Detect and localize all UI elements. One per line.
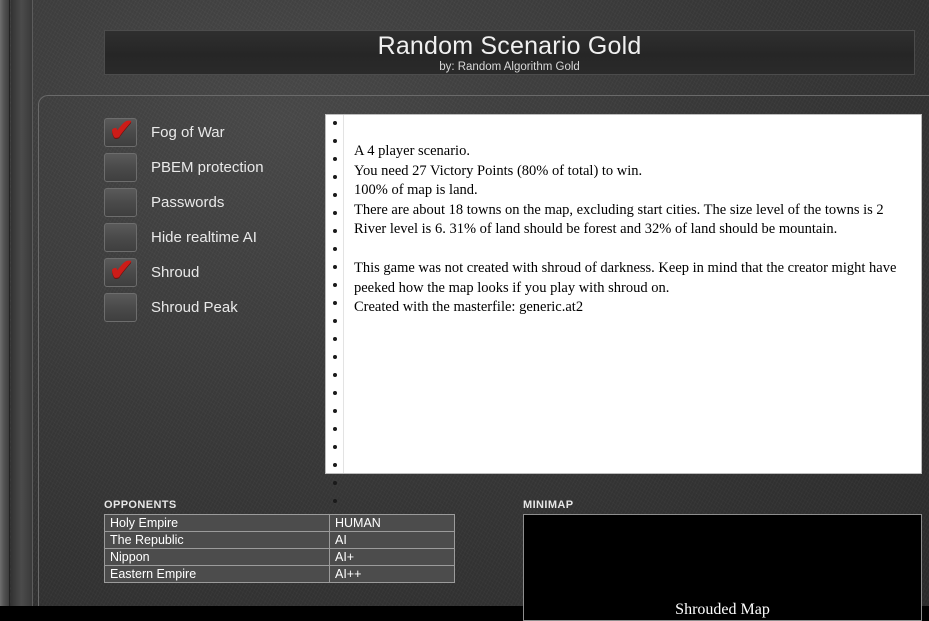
opponent-name: The Republic [105,532,330,549]
hole-icon [333,409,337,413]
hole-icon [333,337,337,341]
hole-icon [333,319,337,323]
hole-icon [333,193,337,197]
hole-icon [333,283,337,287]
fog-of-war-checkbox[interactable] [104,114,137,147]
scenario-description-text [354,142,911,318]
hole-icon [333,445,337,449]
opponent-type[interactable]: AI+ [330,549,455,566]
opponent-name: Holy Empire [105,515,330,532]
opponent-name: Nippon [105,549,330,566]
description-line: River level is 6. 31% of land should be forest and 32% of land should be mountain. [354,221,838,238]
table-row[interactable] [105,566,455,583]
checkmark-icon: ✔ [109,254,135,287]
description-line: You need 27 Victory Points (80% of total) to win. [354,162,643,179]
opponent-type[interactable]: HUMAN [330,515,455,532]
opponent-type[interactable]: AI [330,532,455,549]
passwords-checkbox[interactable] [104,188,137,217]
scenario-author: by: Random Algorithm Gold [439,61,580,73]
option-label: PBEM protection [151,159,264,176]
table-row[interactable] [105,515,455,532]
hole-icon [333,373,337,377]
hole-icon [333,355,337,359]
notebook-holes-decoration [326,115,344,473]
paragraph-spacer [354,240,911,259]
opponents-section [104,499,455,583]
shroud-peak-checkbox[interactable] [104,293,137,322]
hole-icon [333,229,337,233]
hole-icon [333,427,337,431]
hole-icon [333,121,337,125]
shroud-checkbox[interactable] [104,254,137,287]
minimap-view[interactable] [523,514,922,621]
option-row-shroud-peak[interactable] [104,290,304,325]
hole-icon [333,481,337,485]
left-edge-decoration-secondary [11,0,33,606]
game-options-list [104,115,304,325]
checkmark-icon: ✔ [109,114,135,147]
description-line: Created with the masterfile: generic.at2 [354,299,584,316]
opponents-table [104,514,455,583]
description-line: This game was not created with shroud of darkness. Keep in mind that the creator might have [354,259,897,276]
option-label: Shroud [151,264,200,281]
scenario-title-bar [104,30,915,75]
hole-icon [333,391,337,395]
hole-icon [333,157,337,161]
option-label: Passwords [151,194,225,211]
description-line: A 4 player scenario. [354,143,470,159]
option-row-passwords[interactable] [104,185,304,220]
option-row-fog-of-war[interactable] [104,115,304,150]
minimap-section [523,499,922,621]
opponents-section-label: OPPONENTS [104,499,177,511]
scenario-description-sheet [325,114,922,474]
opponent-name: Eastern Empire [105,566,330,583]
option-row-pbem-protection[interactable] [104,150,304,185]
option-label: Hide realtime AI [151,229,257,246]
minimap-status-text: Shrouded Map [675,601,770,618]
hole-icon [333,175,337,179]
table-row[interactable] [105,532,455,549]
description-line: There are about 18 towns on the map, excluding start cities. The size level of the towns is 2 [354,201,884,218]
description-line: 100% of map is land. [354,182,478,199]
option-label: Shroud Peak [151,299,238,316]
page-title: Random Scenario Gold [377,32,642,60]
hole-icon [333,211,337,215]
hole-icon [333,139,337,143]
option-row-shroud[interactable] [104,255,304,290]
minimap-section-label: MINIMAP [523,499,574,511]
pbem-protection-checkbox[interactable] [104,153,137,182]
hole-icon [333,265,337,269]
hole-icon [333,247,337,251]
hole-icon [333,301,337,305]
hole-icon [333,463,337,467]
option-row-hide-realtime-ai[interactable] [104,220,304,255]
left-edge-decoration [0,0,10,606]
description-line: peeked how the map looks if you play with shroud on. [354,279,670,296]
table-row[interactable] [105,549,455,566]
opponent-type[interactable]: AI++ [330,566,455,583]
hide-realtime-ai-checkbox[interactable] [104,223,137,252]
option-label: Fog of War [151,124,225,141]
